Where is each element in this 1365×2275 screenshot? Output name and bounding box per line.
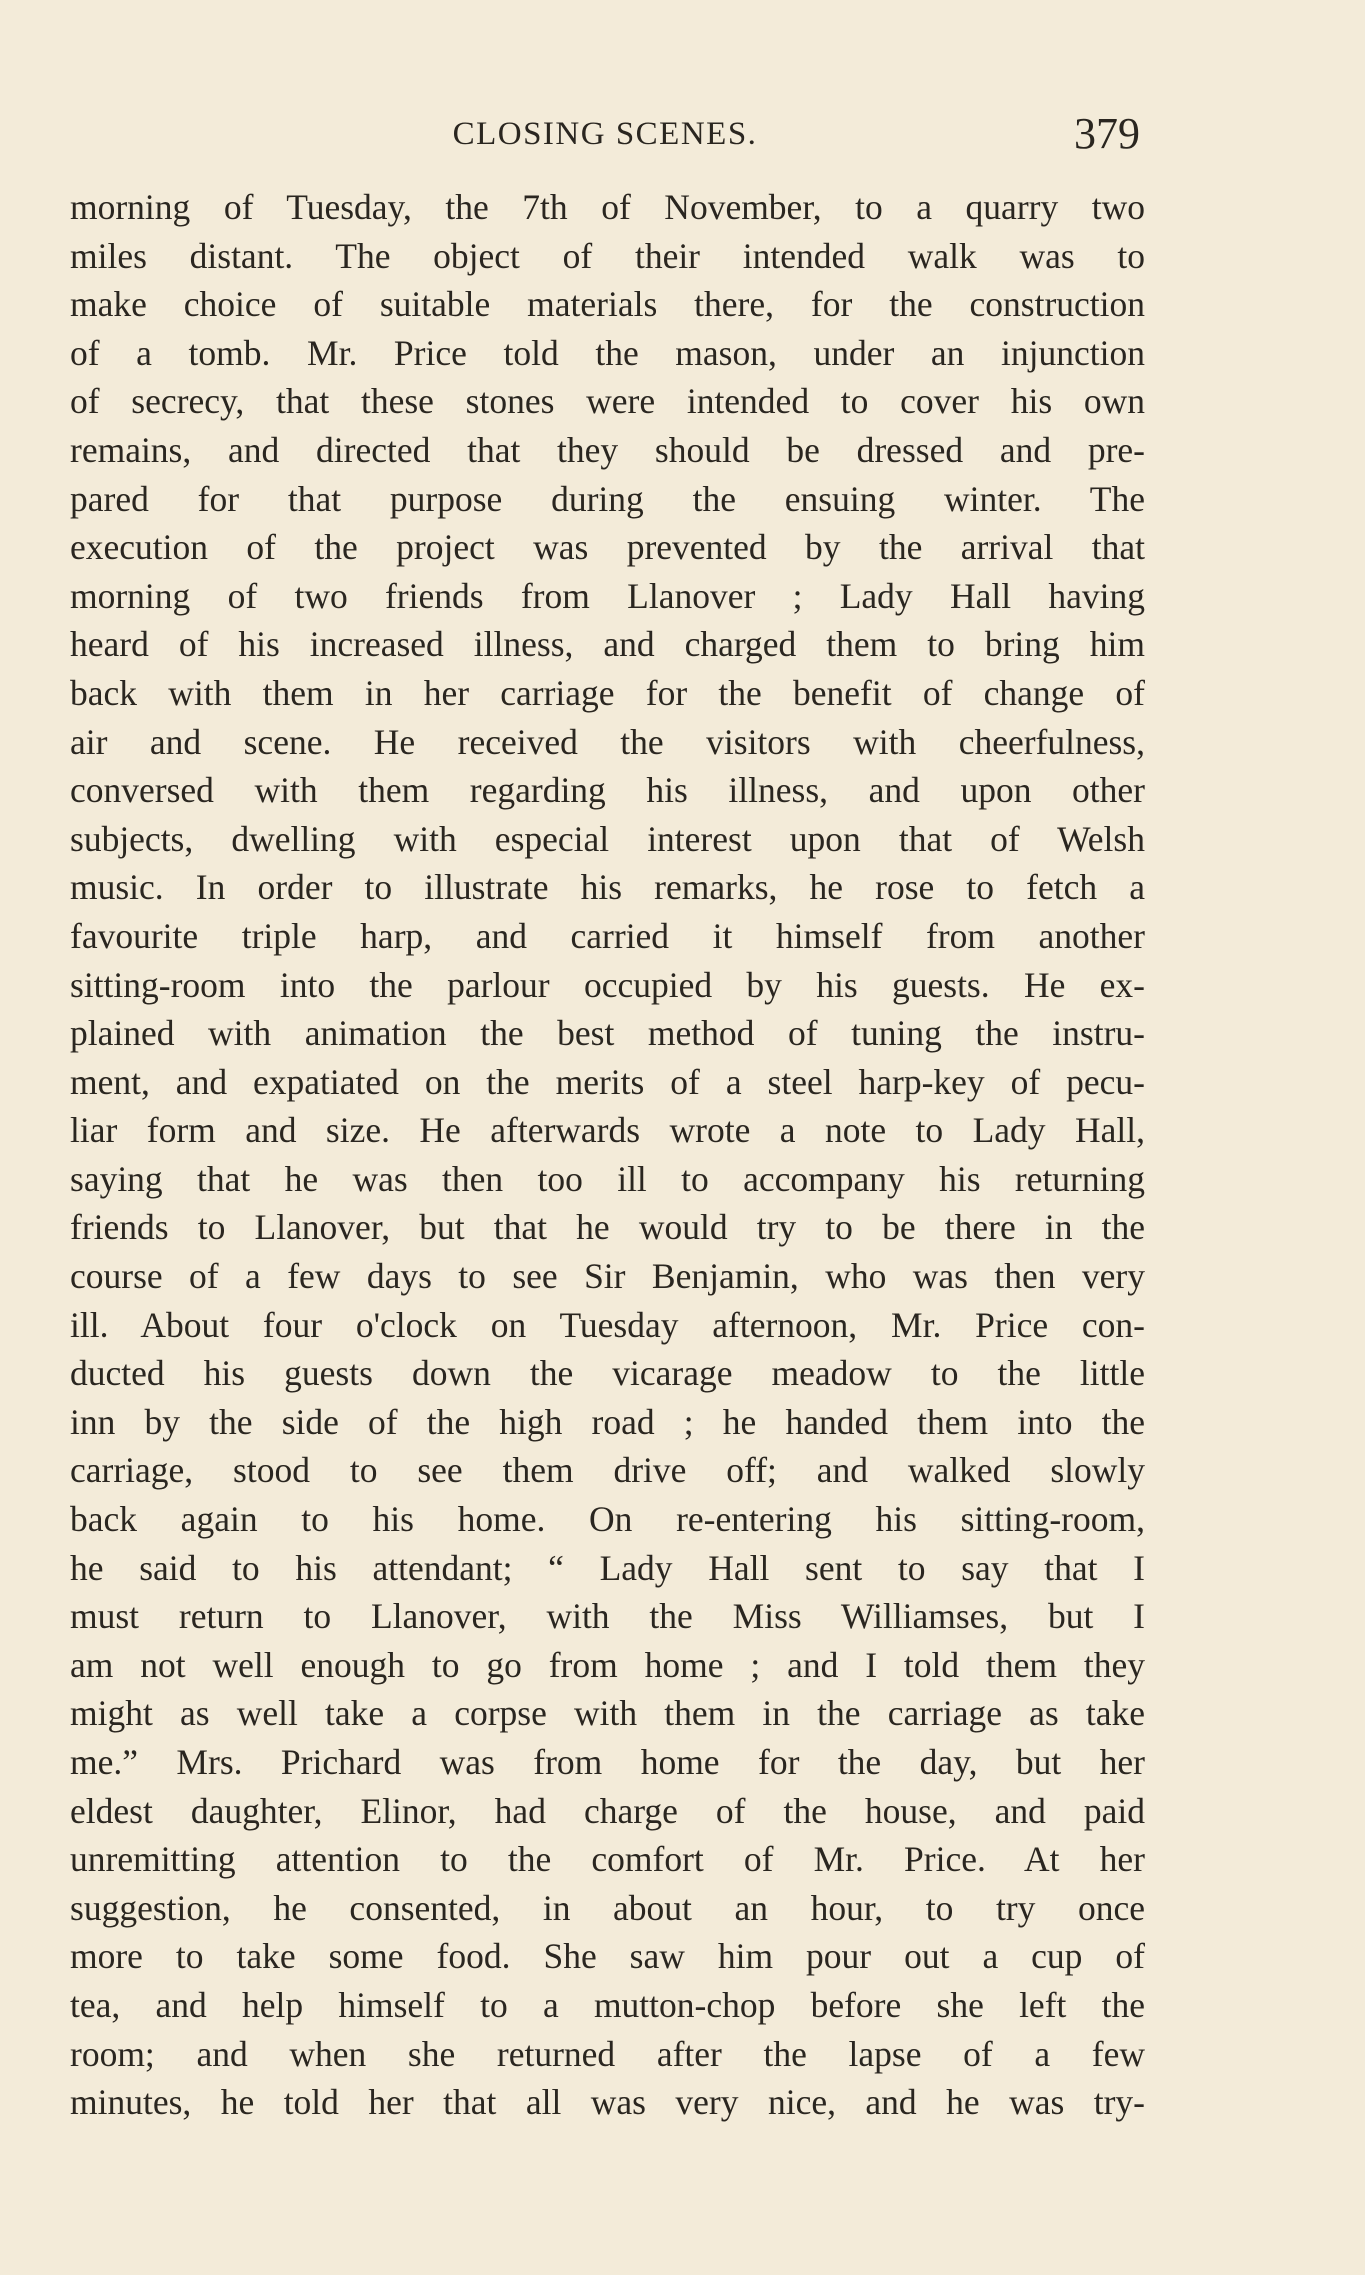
text-line: more to take some food. She saw him pour out a cup of bbox=[70, 1936, 1145, 1977]
body-text bbox=[70, 183, 1145, 2127]
text-line: morning of Tuesday, the 7th of November, to a quarry two bbox=[70, 187, 1145, 227]
text-line: eldest daughter, Elinor, had charge of the house, and paid bbox=[70, 1790, 1145, 1831]
text-line: friends to Llanover, but that he would try to be there in the bbox=[70, 1207, 1145, 1248]
text-line: ill. About four o'clock on Tuesday afternoon, Mr. Price con- bbox=[70, 1304, 1145, 1345]
text-line: plained with animation the best method of tuning the instru- bbox=[70, 1013, 1145, 1054]
running-title: CLOSING SCENES. bbox=[452, 116, 758, 152]
text-line: back with them in her carriage for the benefit of change of bbox=[70, 672, 1145, 713]
text-line: room; and when she returned after the lapse of a few bbox=[70, 2033, 1145, 2074]
text-line: liar form and size. He afterwards wrote a note to Lady Hall, bbox=[70, 1110, 1145, 1151]
text-line: inn by the side of the high road ; he handed them into the bbox=[70, 1401, 1145, 1442]
text-line: execution of the project was prevented by the arrival that bbox=[70, 527, 1145, 568]
text-line: ment, and expatiated on the merits of a steel harp-key of pecu- bbox=[70, 1061, 1145, 1102]
text-line: back again to his home. On re-entering his sitting-room, bbox=[70, 1499, 1145, 1540]
text-line: sitting-room into the parlour occupied by his guests. He ex- bbox=[70, 964, 1145, 1005]
text-line: might as well take a corpse with them in the carriage as take bbox=[70, 1693, 1145, 1734]
text-line: am not well enough to go from home ; and I told them they bbox=[70, 1644, 1145, 1685]
text-line: music. In order to illustrate his remarks, he rose to fetch a bbox=[70, 867, 1145, 908]
text-line: favourite triple harp, and carried it himself from another bbox=[70, 915, 1145, 956]
text-line: must return to Llanover, with the Miss Williamses, but I bbox=[70, 1596, 1145, 1637]
text-line: of a tomb. Mr. Price told the mason, under an injunction bbox=[70, 332, 1145, 373]
text-line: of secrecy, that these stones were intended to cover his own bbox=[70, 381, 1145, 422]
text-line: remains, and directed that they should be dressed and pre- bbox=[70, 429, 1145, 470]
text-line: carriage, stood to see them drive off; and walked slowly bbox=[70, 1450, 1145, 1491]
text-line: morning of two friends from Llanover ; Lady Hall having bbox=[70, 575, 1145, 616]
text-line: me.” Mrs. Prichard was from home for the day, but her bbox=[70, 1742, 1145, 1782]
running-head bbox=[70, 108, 1140, 168]
text-line: he said to his attendant; “ Lady Hall sent to say that I bbox=[70, 1547, 1145, 1588]
text-line: heard of his increased illness, and charged them to bring him bbox=[70, 624, 1145, 665]
text-line: minutes, he told her that all was very nice, and he was try- bbox=[70, 2082, 1145, 2123]
text-line: course of a few days to see Sir Benjamin, who was then very bbox=[70, 1256, 1145, 1297]
text-line: subjects, dwelling with especial interest upon that of Welsh bbox=[70, 818, 1145, 859]
page-number: 379 bbox=[1074, 109, 1140, 158]
text-line: unremitting attention to the comfort of Mr. Price. At her bbox=[70, 1839, 1145, 1880]
text-line: suggestion, he consented, in about an hour, to try once bbox=[70, 1887, 1145, 1928]
text-line: tea, and help himself to a mutton-chop before she left the bbox=[70, 1984, 1145, 2025]
text-line: miles distant. The object of their intended walk was to bbox=[70, 235, 1145, 276]
text-line: saying that he was then too ill to accompany his returning bbox=[70, 1158, 1145, 1199]
text-line: conversed with them regarding his illness, and upon other bbox=[70, 770, 1145, 811]
text-line: air and scene. He received the visitors with cheerfulness, bbox=[70, 721, 1145, 762]
text-line: pared for that purpose during the ensuing winter. The bbox=[70, 478, 1145, 519]
text-line: make choice of suitable materials there, for the construction bbox=[70, 284, 1145, 325]
text-line: ducted his guests down the vicarage meadow to the little bbox=[70, 1353, 1145, 1394]
